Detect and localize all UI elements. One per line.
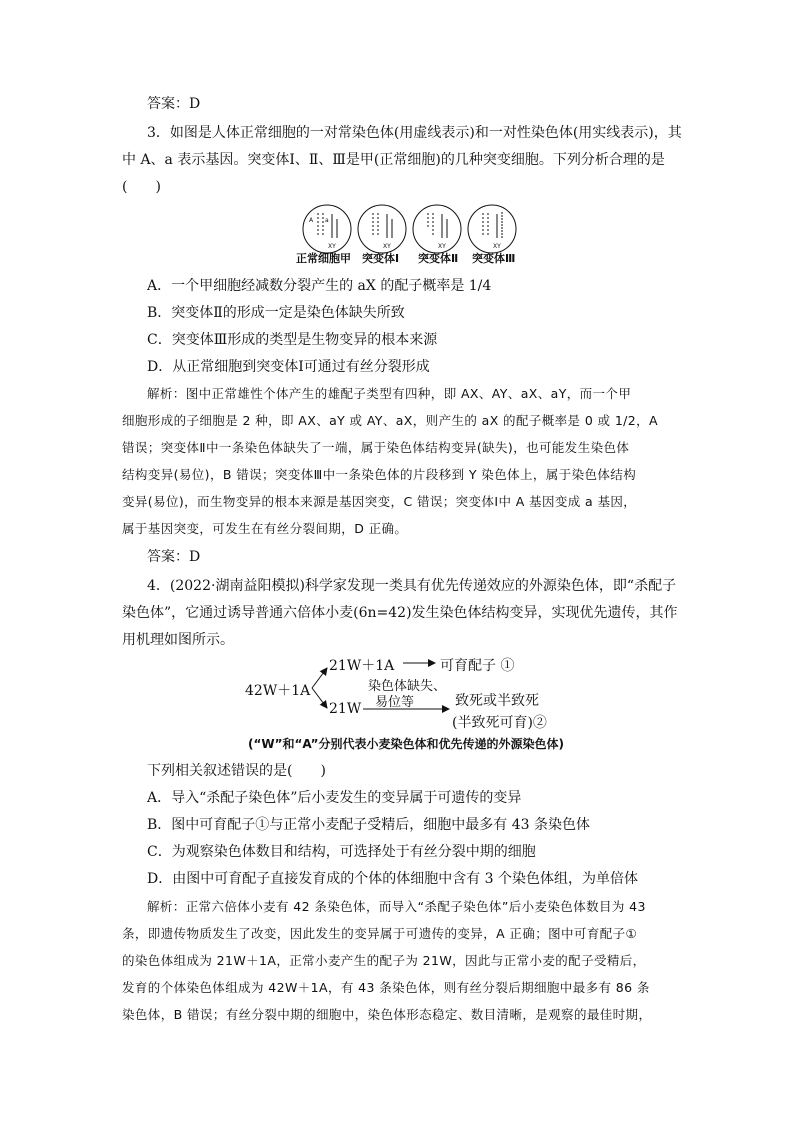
q3-solution-5: 变异(易位)，而生物变异的根本来源是基因突变，C 错误；突变体Ⅰ中 A 基因变成 a 基因， [122,494,637,509]
diagram-caption: (“W”和“A”分别代表小麦染色体和优先传递的外源染色体) [248,737,564,751]
diagram-lower-right-1: 致死或半致死 [455,693,539,709]
cell-label-mut3: 突变体Ⅲ [472,252,516,265]
q3-option-c: C．突变体Ⅲ形成的类型是生物变异的根本来源 [147,332,438,348]
diagram-arrow-label-2: 易位等 [375,695,415,710]
q3-stem-line3: ( ) [122,179,161,195]
q3-solution-1: 解析：图中正常雄性个体产生的雄配子类型有四种，即 AX、AY、aX、aY，而一个甲 [147,386,632,401]
cell-label-normal: 正常细胞甲 [296,252,351,265]
diagram-upper-right: 可育配子 ① [440,658,515,674]
svg-text:XY: XY [383,243,391,250]
q3-solution-3: 错误；突变体Ⅱ中一条染色体缺失了一端，属于染色体结构变异(缺失)，也可能发生染色体 [122,440,630,455]
diagram-lower-left: 21W [329,701,362,717]
diagram-upper-left: 21W＋1A [329,658,395,674]
q3-solution-4: 结构变异(易位)，B 错误；突变体Ⅲ中一条染色体的片段移到 Y 染色体上，属于染色体结构 [122,467,637,482]
cell-label-mut1: 突变体Ⅰ [362,252,400,265]
q4-question: 下列相关叙述错误的是( ) [147,763,326,779]
q3-option-b: B．突变体Ⅱ的形成一定是染色体缺失所致 [147,305,405,321]
q3-stem-line2: 中 A、a 表示基因。突变体Ⅰ、Ⅱ、Ⅲ是甲(正常细胞)的几种突变细胞。下列分析合理的是 [122,152,665,168]
mechanism-diagram [235,652,595,744]
cell-gene-a: A [309,217,314,224]
cell-gene-b: a [325,217,329,224]
q4-solution-5: 染色体，B 错误；有丝分裂中期的细胞中，染色体形态稳定、数目清晰，是观察的最佳时期， [122,1007,652,1022]
q4-stem-line2: 染色体”，它通过诱导普通六倍体小麦(6n=42)发生染色体结构变异，实现优先遗传，其作 [122,605,678,621]
diagram-source: 42W＋1A [245,683,311,699]
diagram-lower-right-2: (半致死可育)② [452,715,547,731]
q4-solution-2: 条，即遗传物质发生了改变，因此发生的变异属于可遗传的变异，A 正确；图中可育配子① [122,926,638,941]
svg-text:XY: XY [438,243,446,250]
cell-mut2 [413,205,461,253]
answer-prev: 答案：D [147,96,201,112]
q3-stem-line1: 3．如图是人体正常细胞的一对常染色体(用虚线表示)和一对性染色体(用实线表示)，其 [147,125,682,141]
cell-normal [303,205,351,253]
svg-text:XY: XY [493,243,501,250]
q4-option-d: D．由图中可育配子直接发育成的个体的体细胞中含有 3 个染色体组，为单倍体 [147,871,639,887]
q3-answer: 答案：D [147,549,201,565]
q4-option-b: B．图中可育配子①与正常小麦配子受精后，细胞中最多有 43 条染色体 [147,817,591,833]
q3-solution-6: 属于基因突变，可发生在有丝分裂间期，D 正确。 [122,521,408,536]
q3-solution-2: 细胞形成的子细胞是 2 种，即 AX、aY 或 AY、aX，则产生的 aX 的配子概率是 0 或 1/2，A [122,413,658,428]
cell-label-mut2: 突变体Ⅱ [418,252,459,265]
q4-stem-line1: 4．(2022·湖南益阳模拟)科学家发现一类具有优先传递效应的外源染色体，即“杀配子 [147,578,677,594]
diagram-arrow-label-1: 染色体缺失、 [368,679,447,694]
q4-option-c: C．为观察染色体数目和结构，可选择处于有丝分裂中期的细胞 [147,844,536,860]
q4-option-a: A．导入“杀配子染色体”后小麦发生的变异属于可遗传的变异 [147,790,522,806]
cell-sex: XY [328,243,336,250]
q4-solution-1: 解析：正常六倍体小麦有 42 条染色体，而导入“杀配子染色体”后小麦染色体数目为 43 [147,899,646,914]
q3-option-d: D．从正常细胞到突变体Ⅰ可通过有丝分裂形成 [147,359,430,375]
cell-mut3 [468,205,516,253]
q4-solution-4: 发育的个体染色体组成为 42W＋1A，有 43 条染色体，则有丝分裂后期细胞中最多有 86 条 [122,980,650,995]
q4-stem-line3: 用机理如图所示。 [122,632,234,648]
q3-option-a: A．一个甲细胞经减数分裂产生的 aX 的配子概率是 1/4 [147,278,492,294]
q4-solution-3: 的染色体组成为 21W＋1A，正常小麦产生的配子为 21W，因此与正常小麦的配子受精后， [122,953,646,968]
cell-mut1 [358,205,406,253]
